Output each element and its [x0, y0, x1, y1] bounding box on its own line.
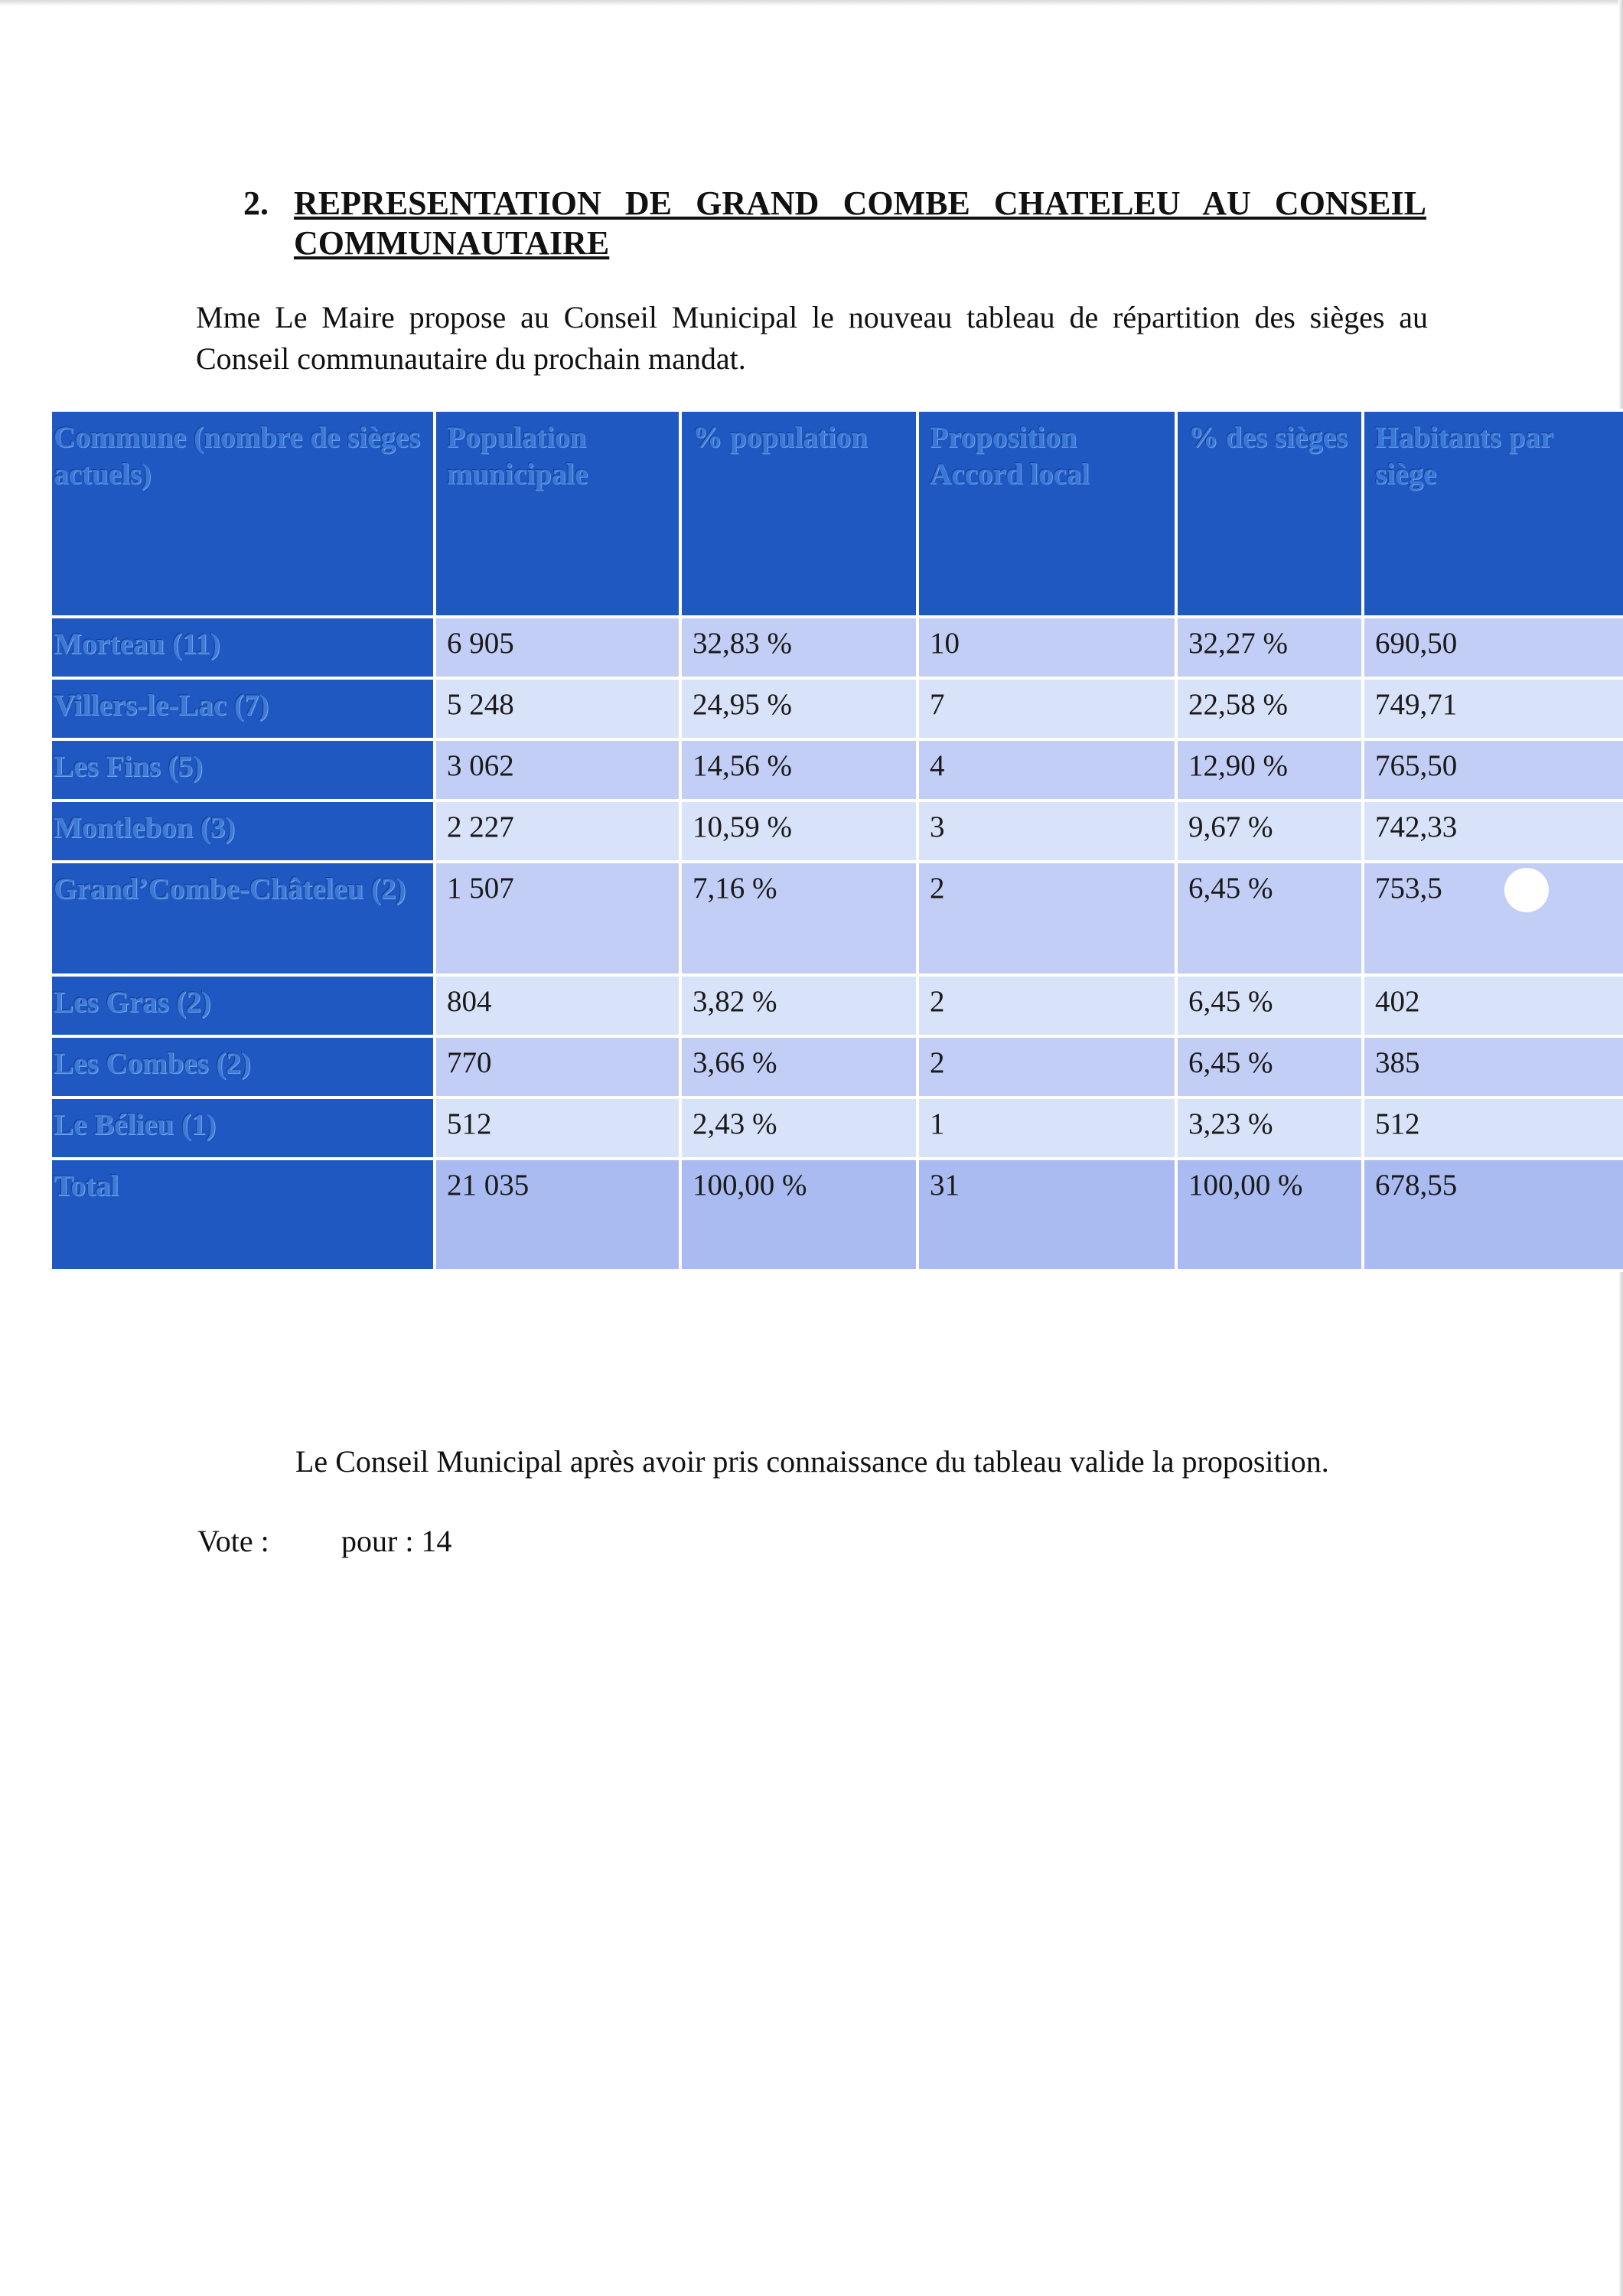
population-cell: 804	[435, 975, 680, 1036]
habitants-par-siege-cell: 749,71	[1363, 678, 1623, 739]
table-row	[51, 975, 1623, 1036]
pct-population-cell: 7,16 %	[680, 862, 917, 975]
pct-population-cell: 10,59 %	[680, 801, 917, 862]
commune-cell: Morteau (11)	[51, 617, 435, 678]
scan-artifact-dot	[1504, 868, 1549, 912]
table-header-row	[51, 410, 1623, 617]
vote-label: Vote :	[197, 1524, 269, 1558]
table-total-row	[51, 1159, 1623, 1270]
intro-paragraph: Mme Le Maire propose au Conseil Municipal le nouveau tableau de répartition des sièges au Conseil communautaire du prochain mandat.	[196, 300, 1428, 376]
pct-population-cell: 2,43 %	[680, 1097, 917, 1159]
table-row	[51, 617, 1623, 678]
commune-cell: Grand’Combe-Châteleu (2)	[51, 862, 435, 975]
habitants-par-siege-cell: 765,50	[1363, 739, 1623, 801]
proposition-cell: 2	[917, 975, 1176, 1036]
header-commune: Commune (nombre de sièges actuels)	[51, 410, 435, 617]
proposition-cell: 3	[917, 801, 1176, 862]
section-title: REPRESENTATION DE GRAND COMBE CHATELEU AU CONSEIL COMMUNAUTAIRE	[294, 184, 1426, 262]
pct-population-cell: 3,82 %	[680, 975, 917, 1036]
table-row	[51, 1097, 1623, 1159]
header-proposition: Proposition Accord local	[917, 410, 1176, 617]
total-pct-sieges-cell: 100,00 %	[1176, 1159, 1363, 1270]
table-row	[51, 862, 1623, 975]
proposition-cell: 4	[917, 739, 1176, 801]
decision-text: Le Conseil Municipal après avoir pris connaissance du tableau valide la proposition.	[295, 1444, 1329, 1479]
pct-sieges-cell: 6,45 %	[1176, 1036, 1363, 1097]
seats-distribution-table	[49, 409, 1623, 1272]
pct-sieges-cell: 3,23 %	[1176, 1097, 1363, 1159]
proposition-cell: 10	[917, 617, 1176, 678]
proposition-cell: 2	[917, 862, 1176, 975]
pct-population-cell: 3,66 %	[680, 1036, 917, 1097]
habitants-par-siege-cell: 690,50	[1363, 617, 1623, 678]
proposition-cell: 2	[917, 1036, 1176, 1097]
habitants-par-siege-cell: 742,33	[1363, 801, 1623, 862]
total-population-cell: 21 035	[435, 1159, 680, 1270]
population-cell: 3 062	[435, 739, 680, 801]
table-row	[51, 1036, 1623, 1097]
header-population: Population municipale	[435, 410, 680, 617]
commune-cell: Les Fins (5)	[51, 739, 435, 801]
habitants-par-siege-cell: 385	[1363, 1036, 1623, 1097]
pct-sieges-cell: 6,45 %	[1176, 975, 1363, 1036]
total-pct-population-cell: 100,00 %	[680, 1159, 917, 1270]
habitants-par-siege-cell: 512	[1363, 1097, 1623, 1159]
habitants-par-siege-cell: 402	[1363, 975, 1623, 1036]
table-row	[51, 801, 1623, 862]
commune-cell: Les Combes (2)	[51, 1036, 435, 1097]
commune-cell: Montlebon (3)	[51, 801, 435, 862]
table-row	[51, 678, 1623, 739]
pct-sieges-cell: 22,58 %	[1176, 678, 1363, 739]
pct-sieges-cell: 32,27 %	[1176, 617, 1363, 678]
proposition-cell: 7	[917, 678, 1176, 739]
scan-top-edge	[0, 0, 1623, 6]
total-label-cell: Total	[51, 1159, 435, 1270]
habitants-par-siege-cell: 753,5	[1363, 862, 1623, 975]
header-pct-sieges: % des sièges	[1176, 410, 1363, 617]
population-cell: 5 248	[435, 678, 680, 739]
commune-cell: Villers-le-Lac (7)	[51, 678, 435, 739]
population-cell: 2 227	[435, 801, 680, 862]
population-cell: 770	[435, 1036, 680, 1097]
vote-result: pour : 14	[341, 1524, 452, 1558]
pct-sieges-cell: 12,90 %	[1176, 739, 1363, 801]
proposition-cell: 1	[917, 1097, 1176, 1159]
pct-population-cell: 24,95 %	[680, 678, 917, 739]
table-row	[51, 739, 1623, 801]
pct-population-cell: 14,56 %	[680, 739, 917, 801]
section-number: 2.	[243, 184, 269, 222]
commune-cell: Le Bélieu (1)	[51, 1097, 435, 1159]
header-pct-population: % population	[680, 410, 917, 617]
pct-population-cell: 32,83 %	[680, 617, 917, 678]
population-cell: 1 507	[435, 862, 680, 975]
header-habitants-par-siege: Habitants par siège	[1363, 410, 1623, 617]
pct-sieges-cell: 9,67 %	[1176, 801, 1363, 862]
pct-sieges-cell: 6,45 %	[1176, 862, 1363, 975]
total-proposition-cell: 31	[917, 1159, 1176, 1270]
commune-cell: Les Gras (2)	[51, 975, 435, 1036]
population-cell: 6 905	[435, 617, 680, 678]
total-habitants-par-siege-cell: 678,55	[1363, 1159, 1623, 1270]
population-cell: 512	[435, 1097, 680, 1159]
